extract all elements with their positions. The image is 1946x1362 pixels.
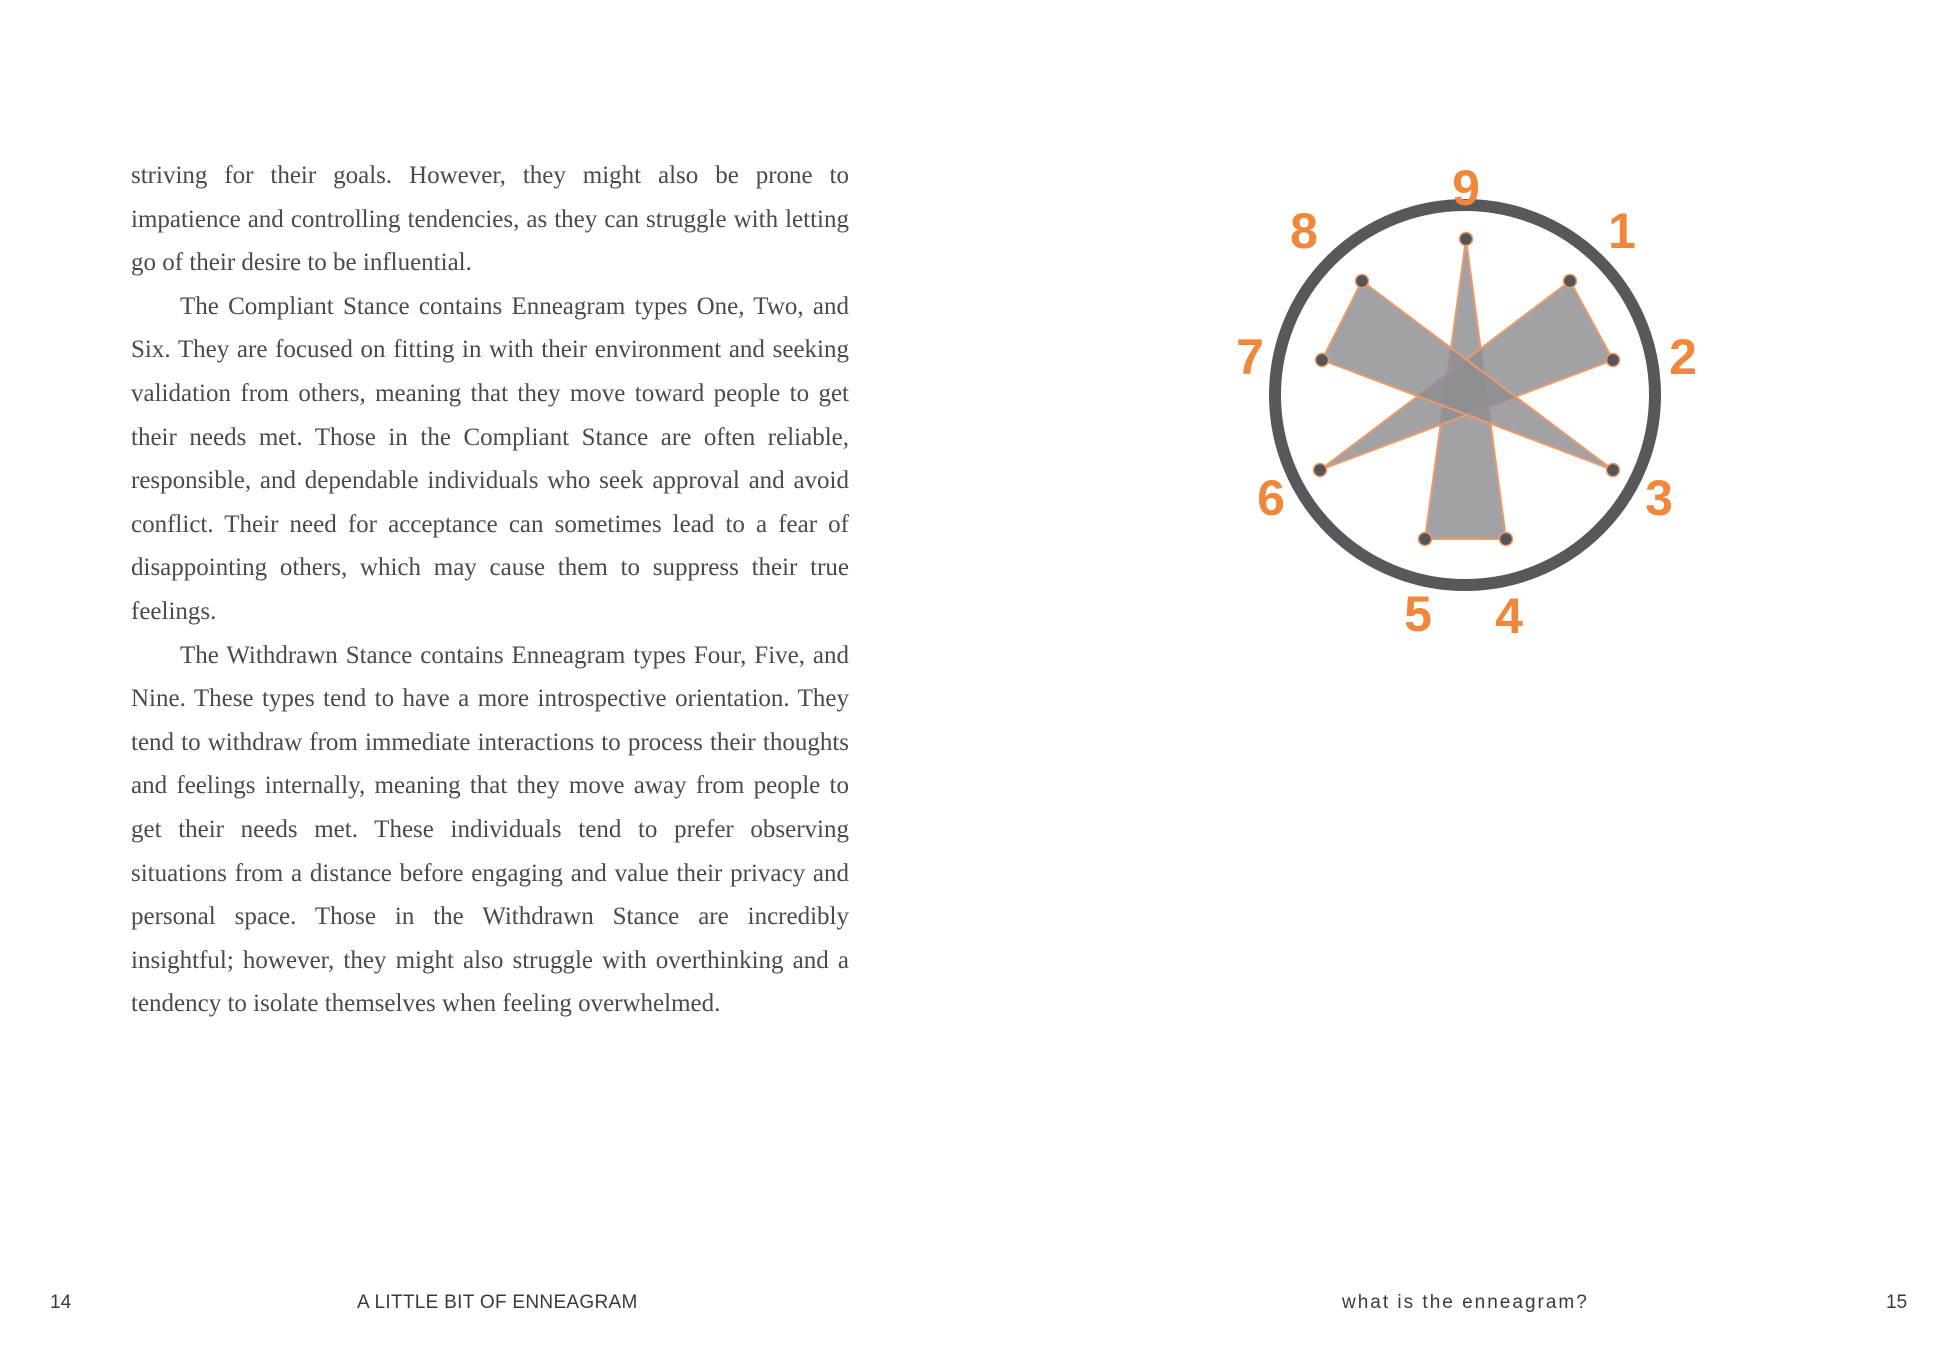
point-dot-4 xyxy=(1500,533,1513,546)
running-head-left: A LITTLE BIT OF ENNEAGRAM xyxy=(357,1292,638,1313)
point-label-6: 6 xyxy=(1257,470,1285,527)
point-dot-3 xyxy=(1607,464,1620,477)
point-dot-9 xyxy=(1460,233,1473,246)
paragraph-3: The Withdrawn Stance contains Enneagram types Four, Five, and Nine. These types tend to have a more introspective orientation. They tend to withdraw from immediate interactions to process their thoughts and feelings internally, meaning that they move away from people to get their needs met. These individuals tend to prefer observing situations from a distance before engaging and value their privacy and personal space. Those in the Withdrawn Stance are incredibly insightful; however, they might also struggle with overthinking and a tendency to isolate themselves when feeling overwhelmed. xyxy=(131,641,849,1018)
point-label-5: 5 xyxy=(1404,586,1432,643)
point-label-9: 9 xyxy=(1452,160,1480,217)
body-text xyxy=(131,154,849,1026)
enneagram-svg xyxy=(1236,140,1700,660)
point-dot-6 xyxy=(1314,464,1327,477)
running-head-right: what is the enneagram? xyxy=(1342,1292,1589,1313)
point-dot-8 xyxy=(1356,275,1369,288)
paragraph-2: The Compliant Stance contains Enneagram types One, Two, and Six. They are focused on fitting in with their environment and seeking validation from others, meaning that they move toward people to get their needs met. Those in the Compliant Stance are often reliable, responsible, and dependable individuals who seek approval and avoid conflict. Their need for acceptance can sometimes lead to a fear of disappointing others, which may cause them to suppress their true feelings. xyxy=(131,292,849,625)
point-dot-1 xyxy=(1564,275,1577,288)
point-label-8: 8 xyxy=(1290,203,1318,260)
point-label-7: 7 xyxy=(1236,329,1264,386)
enneagram-diagram xyxy=(1236,140,1700,660)
point-label-2: 2 xyxy=(1669,329,1697,386)
point-label-1: 1 xyxy=(1608,203,1636,260)
point-dot-2 xyxy=(1607,354,1620,367)
paragraph-1: striving for their goals. However, they might also be prone to impatience and controlling tendencies, as they can struggle with letting go of their desire to be influential. xyxy=(131,162,849,277)
page-number-left: 14 xyxy=(50,1292,72,1313)
point-label-3: 3 xyxy=(1645,470,1673,527)
point-label-4: 4 xyxy=(1495,588,1523,645)
point-dot-5 xyxy=(1419,533,1432,546)
page-number-right: 15 xyxy=(1886,1292,1908,1313)
point-dot-7 xyxy=(1316,354,1329,367)
